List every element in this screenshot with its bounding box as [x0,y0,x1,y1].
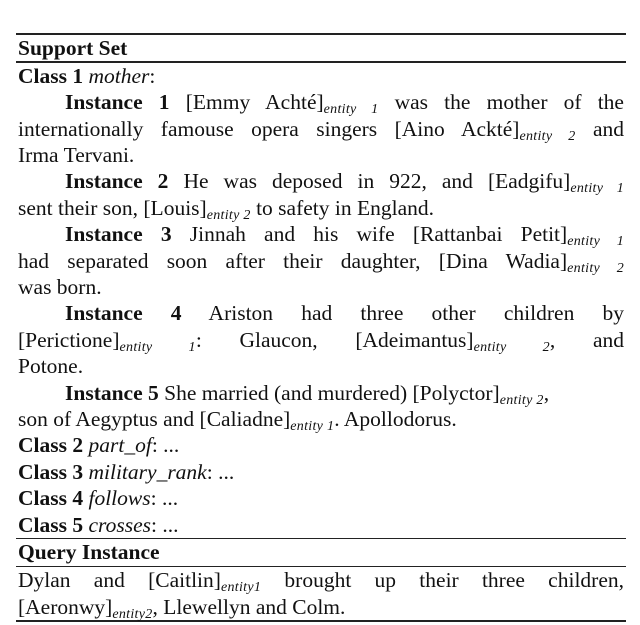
label-text: Class 3 [18,459,84,484]
label-text: Instance 3 [65,222,172,247]
sentence-text: , Llewellyn and Colm. [152,594,346,619]
support-line [16,221,626,250]
entity-subscript: entity 1 [119,339,196,355]
label-text: Instance 1 [65,90,170,115]
sentence-text: Dylan and [Caitlin] [18,568,221,593]
support-line [16,432,626,458]
sentence-text: had separated soon after their daughter, [Dina Wadia] [18,248,568,273]
support-line [16,485,626,511]
sentence-text: internationally famouse opera singers [Aino Ackté] [18,116,520,141]
sentence-text: She married (and murdered) [Polyctor] [158,380,500,405]
sentence-text: brought up their three children, [261,568,624,593]
sentence-text: [Aeronwy] [18,594,113,619]
support-line [16,168,626,197]
support-set-header: Support Set [18,36,128,60]
entity-subscript: entity1 [220,580,262,596]
support-line [16,116,626,142]
support-line [16,248,626,274]
sentence-text: was born. [18,275,102,300]
sentence-text: to safety in England. [250,195,435,220]
sentence-text: [Perictione] [18,327,120,352]
bottom-rule [16,620,626,622]
sentence-text: Jinnah and his wife [Rattanbai Petit] [171,222,568,247]
sentence-text: : ... [151,512,179,537]
entity-subscript: entity 2 [567,260,625,276]
entity-subscript: entity 2 [206,207,251,223]
sentence-text: son of Aegyptus and [Caliadne] [18,406,291,431]
entity-subscript: entity 2 [473,339,550,355]
label-text: Class 4 [18,486,84,511]
support-line [16,142,626,168]
entity-subscript: entity 1 [567,234,624,250]
sentence-text: and [575,116,625,141]
support-line [16,327,626,353]
entity-subscript: entity 1 [570,181,624,197]
query-line [16,594,626,620]
support-line [16,380,626,406]
label-text: Class 2 [18,433,84,458]
label-text: Instance 5 [65,380,159,405]
relation-name: mother [88,63,150,88]
query-instance-header: Query Instance [18,540,160,565]
support-line [16,353,626,379]
sentence-text: [Emmy Achté] [169,90,324,115]
label-text: Instance 4 [65,301,182,326]
relation-name: crosses [88,512,151,537]
query-instance-body [16,567,626,620]
entity-subscript: entity 1 [290,418,335,434]
support-line [16,300,626,326]
sentence-text: He was deposed in 922, and [Eadgifu] [168,169,571,194]
support-line [16,459,626,485]
relation-name: military_rank [88,459,207,484]
label-text: Class 1 [18,63,84,88]
sentence-text: : ... [151,433,180,458]
support-query-table [16,33,626,622]
sentence-text: , [543,380,550,405]
support-set-body [16,63,626,538]
query-line [16,567,626,596]
support-line [16,89,626,118]
entity-subscript: entity2 [112,606,153,622]
label-text: Instance 2 [65,169,169,194]
support-line [16,512,626,538]
entity-subscript: entity 1 [323,102,379,118]
entity-subscript: entity 2 [519,128,576,144]
relation-name: part_of [88,433,152,458]
sentence-text: was the mother of the [378,90,624,115]
relation-name: follows [88,486,151,511]
sentence-text: : Glaucon, [Adeimantus] [195,327,474,352]
sentence-text: : ... [150,486,179,511]
label-text: Class 5 [18,512,84,537]
sentence-text: sent their son, [Louis] [18,195,207,220]
support-line [16,63,626,89]
sentence-text: . Apollodorus. [334,406,457,431]
sentence-text: Potone. [18,354,84,379]
sentence-text: Ariston had three other children by [181,301,624,326]
support-line [16,195,626,221]
support-line [16,406,626,432]
entity-subscript: entity 2 [499,392,544,408]
sentence-text: , and [549,327,625,352]
sentence-text: : ... [206,459,235,484]
sentence-text: Irma Tervani. [18,143,135,168]
sentence-text: : [149,63,156,88]
support-line [16,274,626,300]
